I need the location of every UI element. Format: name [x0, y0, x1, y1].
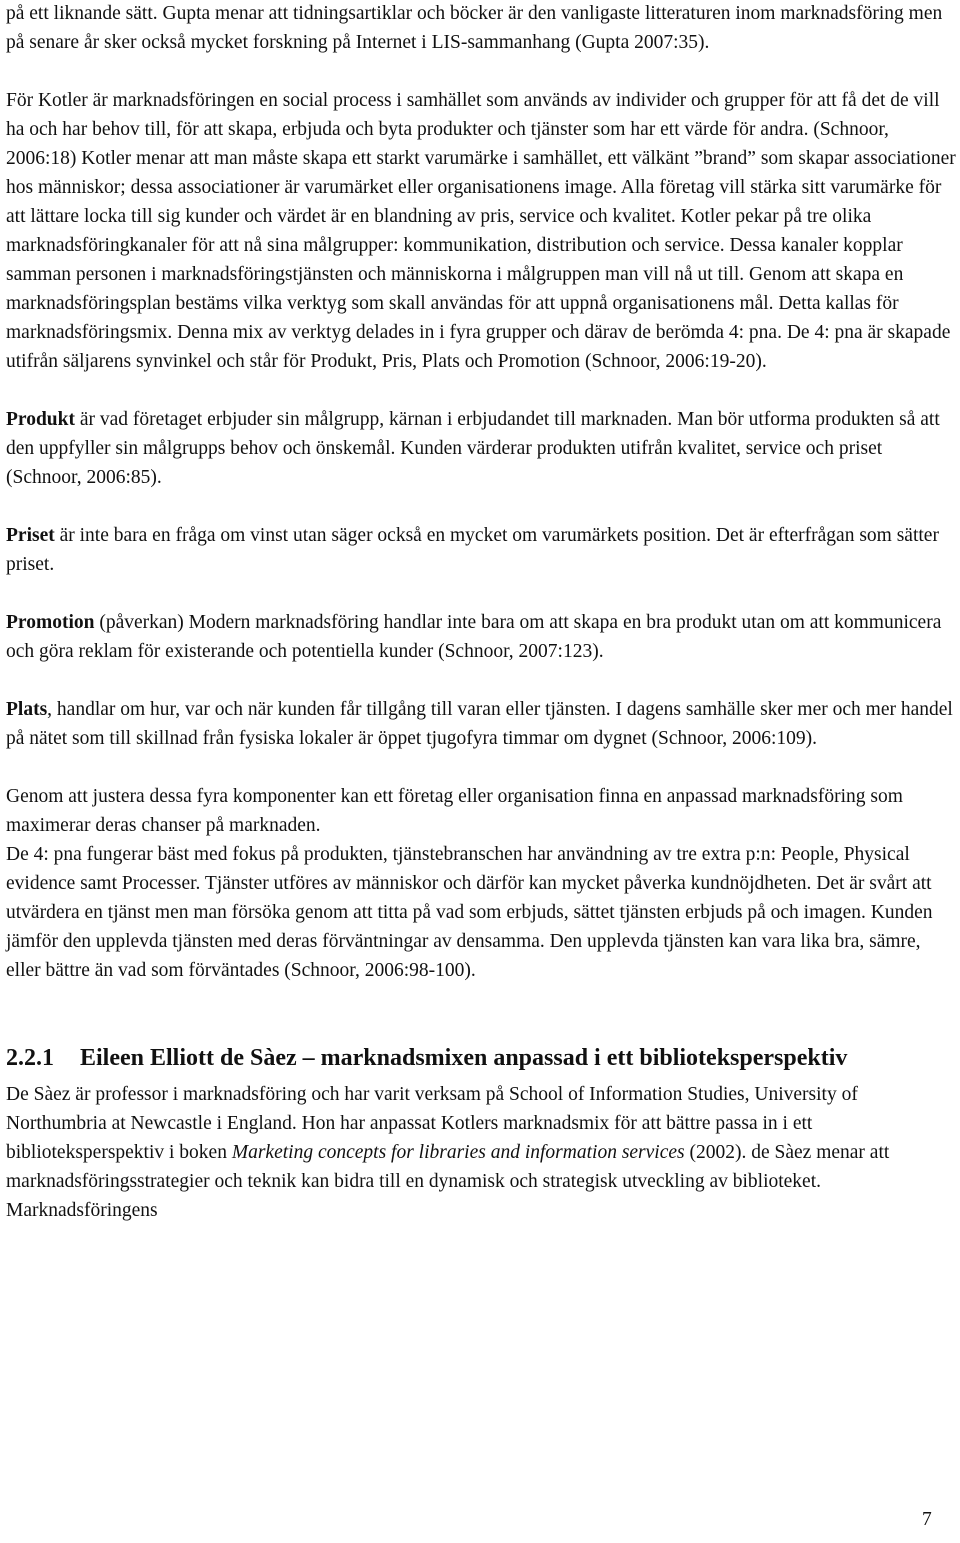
paragraph-priset — [6, 521, 956, 579]
term-promotion: Promotion — [6, 612, 95, 633]
paragraph-promotion — [6, 608, 956, 666]
paragraph-produkt — [6, 405, 956, 492]
term-produkt: Produkt — [6, 409, 75, 430]
book-title: Marketing concepts for libraries and information services — [231, 1142, 685, 1163]
paragraph-kotler: För Kotler är marknadsföringen en social process i samhället som används av individer och grupper för att få det de vill ha och har behov till, för att skapa, erbjuda och byta produkter och tjänster som har ett värde för andra. (Schnoor, 2006:18) Kotler menar att man måste skapa ett starkt varumärke i samhället, ett välkänt ”brand” som skapar associationer hos människor; dessa associationer är varumärket eller organisationens image. Alla företag vill stärka sitt varumärke för att lättare locka till sig kunder och värdet är en blandning av pris, service och kvalitet. Kotler pekar på tre olika marknadsföringkanaler för att nå sina målgrupper: kommunikation, distribution och service. Dessa kanaler kopplar samman personen i marknadsföringstjänsten och människorna i målgruppen man vill nå ut till. Genom att skapa en marknadsföringsplan bestäms vilka verktyg som skall användas för att uppnå organisationens mål. Detta kallas för marknadsföringsmix. Denna mix av verktyg delades in i fyra grupper och därav de berömda 4: pna. De 4: pna är skapade utifrån säljarens synvinkel och står för Produkt, Pris, Plats och Promotion (Schnoor, 2006:19-20). — [6, 90, 956, 372]
paragraph-de-saez-text-b: (2002). de Sàez menar att marknadsföringsstrategier och teknik kan bidra till en dynamisk och strategisk utveckling av biblioteket. Marknadsföringens — [6, 1142, 890, 1221]
term-priset: Priset — [6, 525, 55, 546]
term-plats: Plats — [6, 699, 48, 720]
paragraph-plats — [6, 695, 956, 753]
paragraph-plats-text: , handlar om hur, var och när kunden får tillgång till varan eller tjänsten. I dagens samhälle sker mer och mer handel på nätet som till skillnad från fysiska lokaler är öppet tjugofyra timmar om dygnet (Schnoor, 2006:109). — [6, 699, 953, 749]
paragraph-produkt-text: är vad företaget erbjuder sin målgrupp, kärnan i erbjudandet till marknaden. Man bör utforma produkten så att den uppfyller sin målgrupps behov och önskemål. Kunden värderar produkten utifrån kvalitet, service och priset (Schnoor, 2006:85). — [6, 409, 940, 488]
paragraph-priset-text: är inte bara en fråga om vinst utan säger också en mycket om varumärkets position. Det är efterfrågan som sätter priset. — [6, 525, 939, 575]
paragraph-gupta: på ett liknande sätt. Gupta menar att tidningsartiklar och böcker är den vanligaste litteraturen inom marknadsföring men på senare år sker också mycket forskning på Internet i LIS-sammanhang (Gupta 2007:35). — [6, 3, 943, 53]
section-number: 2.2.1 — [6, 1045, 54, 1071]
paragraph-justera: Genom att justera dessa fyra komponenter kan ett företag eller organisation finna en anpassad marknadsföring som maximerar deras chanser på marknaden. — [6, 786, 903, 836]
paragraph-4p-tjanster: De 4: pna fungerar bäst med fokus på produkten, tjänstebranschen har användning av tre extra p:n: People, Physical evidence samt Processer. Tjänster utföres av människor och därför kan mycket påverka kundnöjdheten. Det är svårt att utvärdera en tjänst men man försöka genom att titta på vad som erbjuds, sättet tjänsten erbjuds på och imagen. Kunden jämför den upplevda tjänsten med deras förväntningar av densamma. Den upplevda tjänsten kan vara lika bra, sämre, eller bättre än vad som förväntades (Schnoor, 2006:98-100). — [6, 844, 933, 981]
section-heading — [6, 1043, 956, 1074]
document-page — [6, 0, 956, 1225]
paragraph-promotion-text: (påverkan) Modern marknadsföring handlar inte bara om att skapa en bra produkt utan om att kommunicera och göra reklam för existerande och potentiella kunder (Schnoor, 2007:123). — [6, 612, 942, 662]
paragraph-de-saez — [6, 1080, 956, 1225]
paragraph-de-saez-text-a: De Sàez är professor i marknadsföring och har varit verksam på School of Information Studies, University of Northumbria at Newcastle i England. Hon har anpassat Kotlers marknadsmix för att bättre passa in i ett biblioteksperspektiv i boken — [6, 1084, 858, 1163]
section-title: Eileen Elliott de Sàez – marknadsmixen anpassad i ett biblioteksperspektiv — [80, 1045, 848, 1071]
page-number: 7 — [922, 1509, 932, 1530]
